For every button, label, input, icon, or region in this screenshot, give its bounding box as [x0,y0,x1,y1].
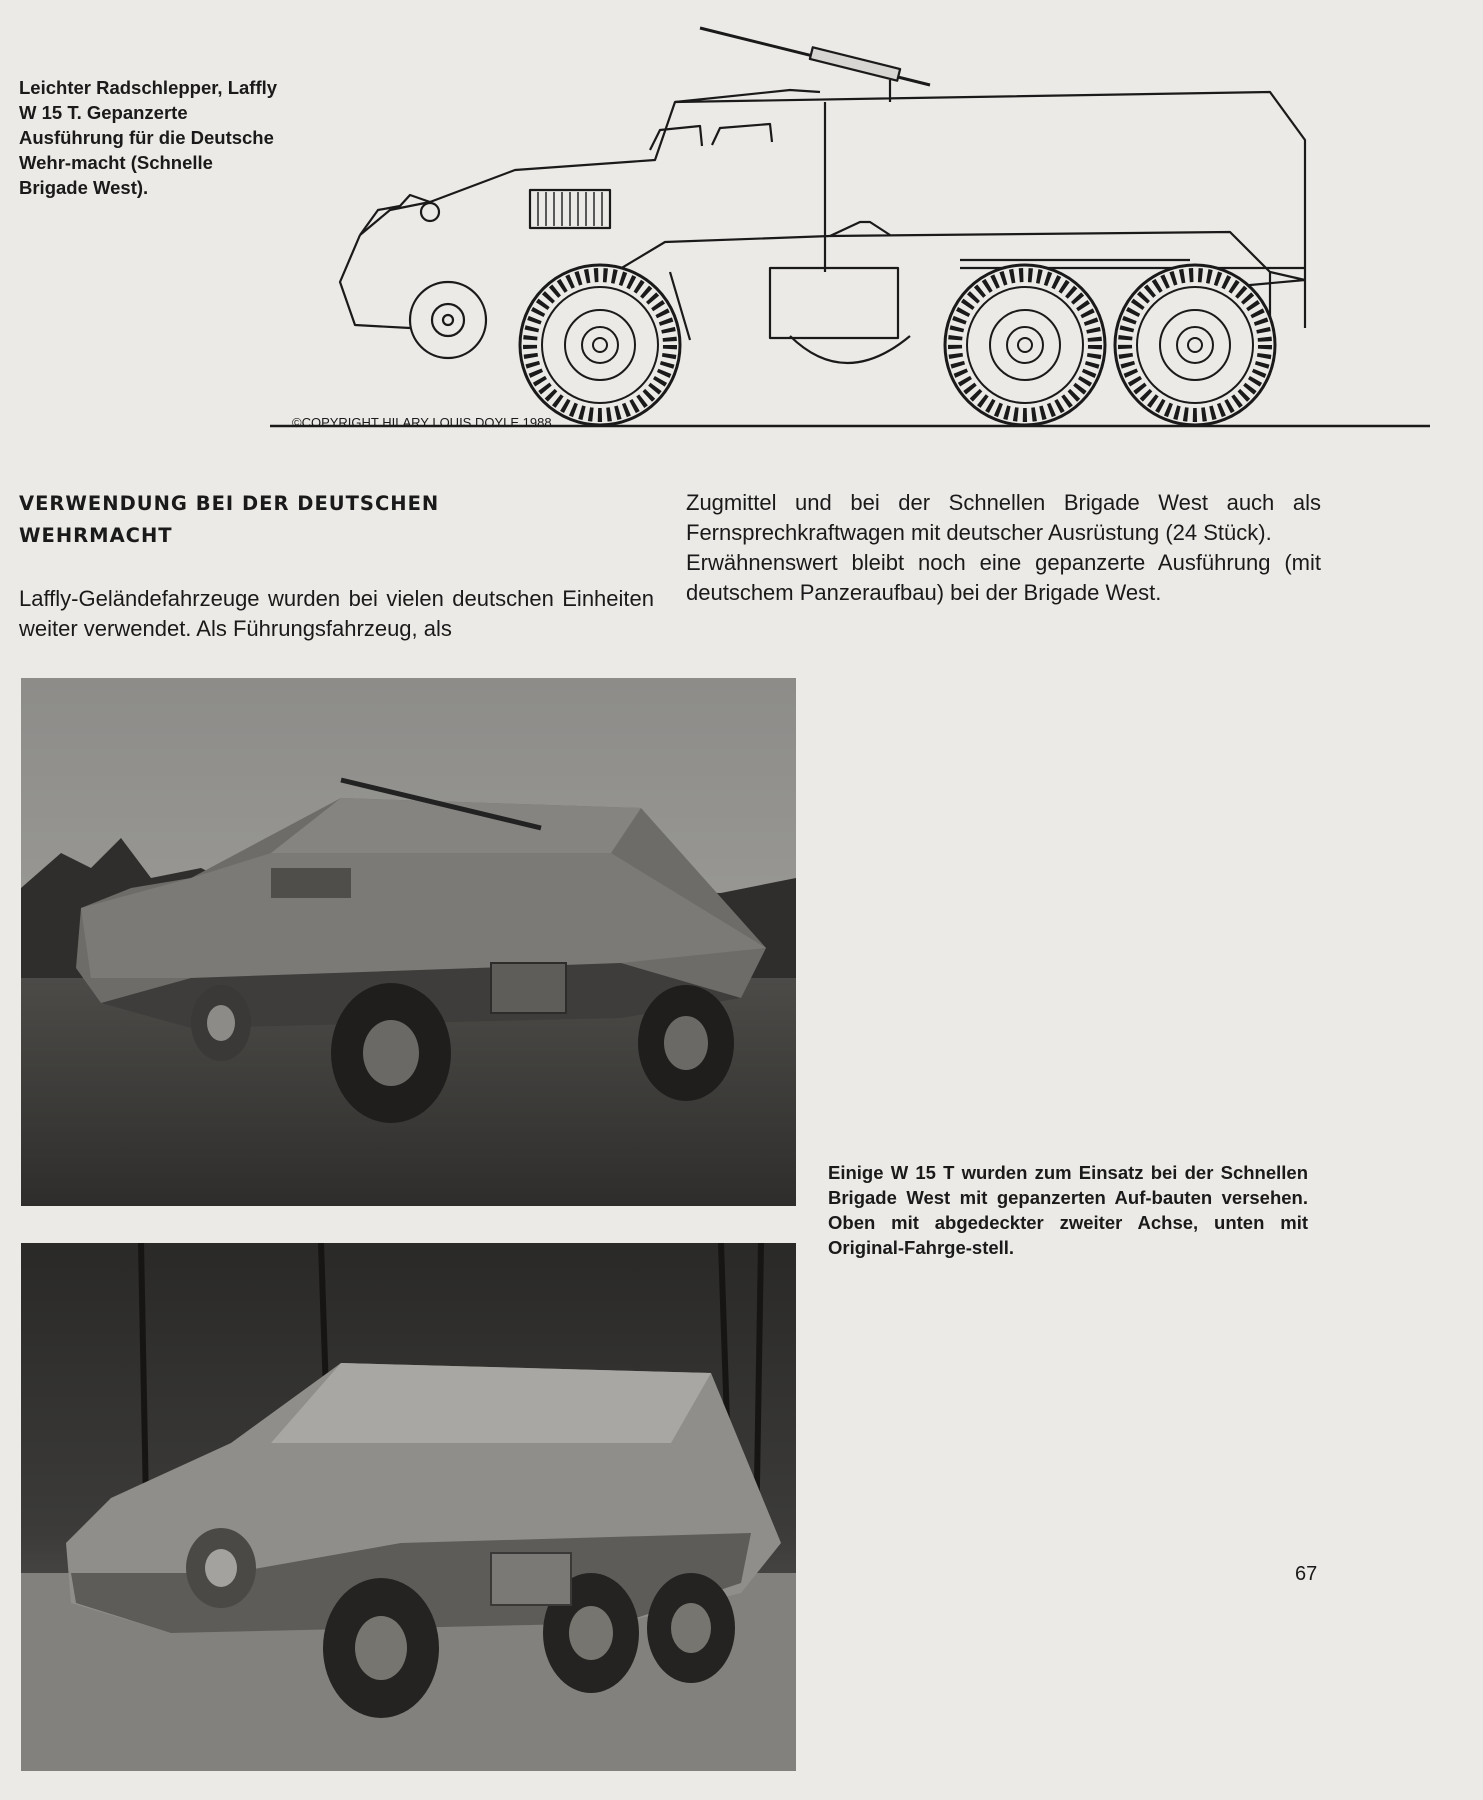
vehicle-line-drawing [270,10,1430,430]
drawing-copyright: ©COPYRIGHT HILARY LOUIS DOYLE 1988 [292,415,552,430]
drawing-caption: Leichter Radschlepper, Laffly W 15 T. Gepanzerte Ausführung für die Deutsche Wehr-macht (Schnelle Brigade West). [19,77,278,198]
body-paragraph-right-2: Erwähnenswert bleibt noch eine gepanzerte Ausführung (mit deutschem Panzeraufbau) bei der Brigade West. [686,550,1321,605]
front-wheel [520,265,680,425]
photo-armored-car-top [21,678,796,1206]
page-number: 67 [1295,1563,1318,1585]
photo-caption: Einige W 15 T wurden zum Einsatz bei der Schnellen Brigade West mit gepanzerten Auf-bauten versehen. Oben mit abgedeckter zweiter Achse, unten mit Original-Fahrge-stell. [828,1162,1308,1258]
body-text-left [19,584,654,644]
body-text-right [686,488,1321,608]
middle-wheel [945,265,1105,425]
body-paragraph-right-1: Zugmittel und bei der Schnellen Brigade West auch als Fernsprechkraftwagen mit deutscher Ausrüstung (24 Stück). [686,490,1321,545]
section-heading: VERWENDUNG BEI DER DEUTSCHEN WEHRMACHT [19,492,440,547]
rear-wheel [1115,265,1275,425]
photo-armored-car-bottom [21,1243,796,1771]
body-paragraph-left: Laffly-Geländefahrzeuge wurden bei vielen deutschen Einheiten weiter verwendet. Als Führungsfahrzeug, als [19,586,654,641]
